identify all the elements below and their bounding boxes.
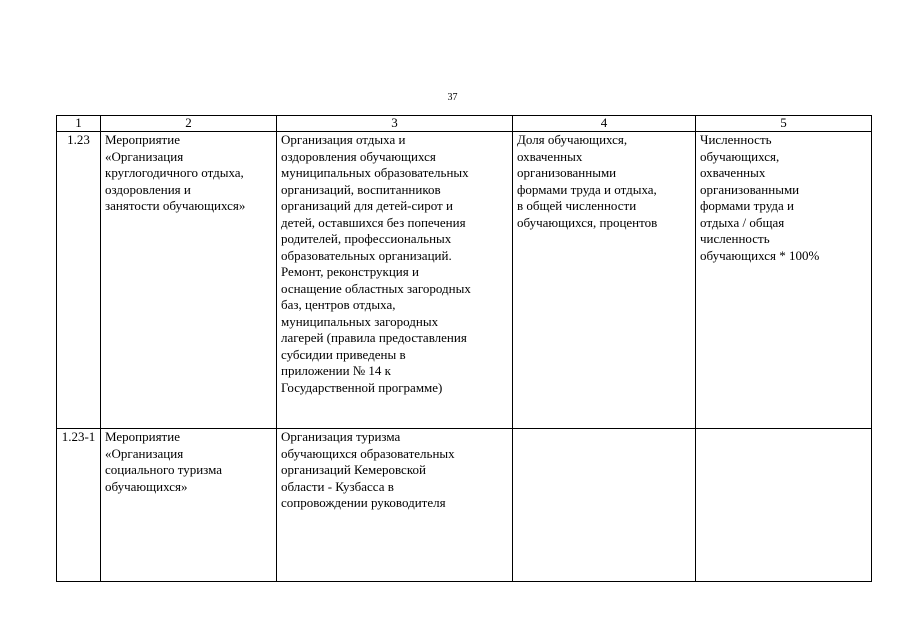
description-line: детей, оставшихся без попечения	[281, 214, 466, 230]
event-description-cell	[277, 429, 513, 582]
event-name-line: оздоровления и	[105, 181, 191, 197]
formula-line: отдыха / общая	[700, 214, 785, 230]
event-name-cell	[101, 429, 277, 582]
indicator-line: в общей численности	[517, 198, 637, 213]
event-name-line: социального туризма	[105, 462, 223, 477]
event-name-line: «Организация	[105, 445, 184, 461]
description-line: Государственной программе)	[281, 379, 443, 395]
description-line: сопровождении руководителя	[281, 495, 446, 510]
description-line: организаций, воспитанников	[281, 181, 441, 197]
description-line: приложении № 14 к	[281, 363, 391, 378]
description-line: организаций Кемеровской	[281, 462, 426, 477]
description-line: Организация туризма	[281, 429, 401, 444]
event-name-cell	[101, 132, 277, 429]
page-number: 37	[447, 92, 458, 103]
event-name-line: Мероприятие	[105, 132, 180, 147]
formula-line: организованными	[700, 181, 800, 197]
event-name-line: обучающихся»	[105, 478, 188, 494]
indicator-line: Доля обучающихся,	[517, 132, 628, 147]
formula-line: обучающихся,	[700, 148, 780, 164]
header-col-4: 4	[513, 116, 696, 132]
formula-line: Численность	[700, 132, 772, 147]
header-col-2: 2	[101, 116, 277, 132]
header-col-1: 1	[57, 116, 101, 132]
indicator-line: охваченных	[517, 148, 583, 164]
indicator-cell	[513, 429, 696, 582]
header-col-5: 5	[696, 116, 872, 132]
description-line: муниципальных загородных	[281, 313, 439, 329]
row-number: 1.23-1	[57, 429, 101, 582]
header-col-3: 3	[277, 116, 513, 132]
indicator-line: обучающихся, процентов	[517, 214, 658, 230]
description-line: Организация отдыха и	[281, 132, 406, 147]
description-line: образовательных организаций.	[281, 247, 452, 263]
indicator-cell	[513, 132, 696, 429]
description-line: организаций для детей-сирот и	[281, 198, 453, 213]
description-line: оздоровления обучающихся	[281, 148, 436, 164]
formula-cell	[696, 132, 872, 429]
event-name-line: Мероприятие	[105, 429, 180, 444]
description-line: Ремонт, реконструкция и	[281, 264, 419, 279]
description-line: обучающихся образовательных	[281, 445, 455, 461]
description-line: субсидии приведены в	[281, 346, 406, 362]
description-line: оснащение областных загородных	[281, 280, 471, 296]
formula-cell	[696, 429, 872, 582]
event-name-line: круглогодичного отдыха,	[105, 165, 244, 180]
table-row	[57, 429, 872, 582]
table-row	[57, 132, 872, 429]
document-table	[56, 115, 872, 582]
description-line: родителей, профессиональных	[281, 231, 452, 246]
description-line: баз, центров отдыха,	[281, 297, 396, 312]
formula-line: формами труда и	[700, 198, 795, 213]
indicator-line: организованными	[517, 165, 617, 180]
formula-line: численность	[700, 231, 770, 246]
event-name-line: занятости обучающихся»	[105, 198, 246, 213]
event-name-line: «Организация	[105, 148, 184, 164]
event-description-cell	[277, 132, 513, 429]
indicator-line: формами труда и отдыха,	[517, 181, 657, 197]
description-line: области - Кузбасса в	[281, 478, 394, 494]
formula-line: обучающихся * 100%	[700, 247, 820, 263]
row-number: 1.23	[57, 132, 101, 429]
description-line: муниципальных образовательных	[281, 165, 469, 180]
formula-line: охваченных	[700, 165, 766, 180]
table-header-row	[57, 116, 872, 132]
description-line: лагерей (правила предоставления	[281, 330, 467, 345]
